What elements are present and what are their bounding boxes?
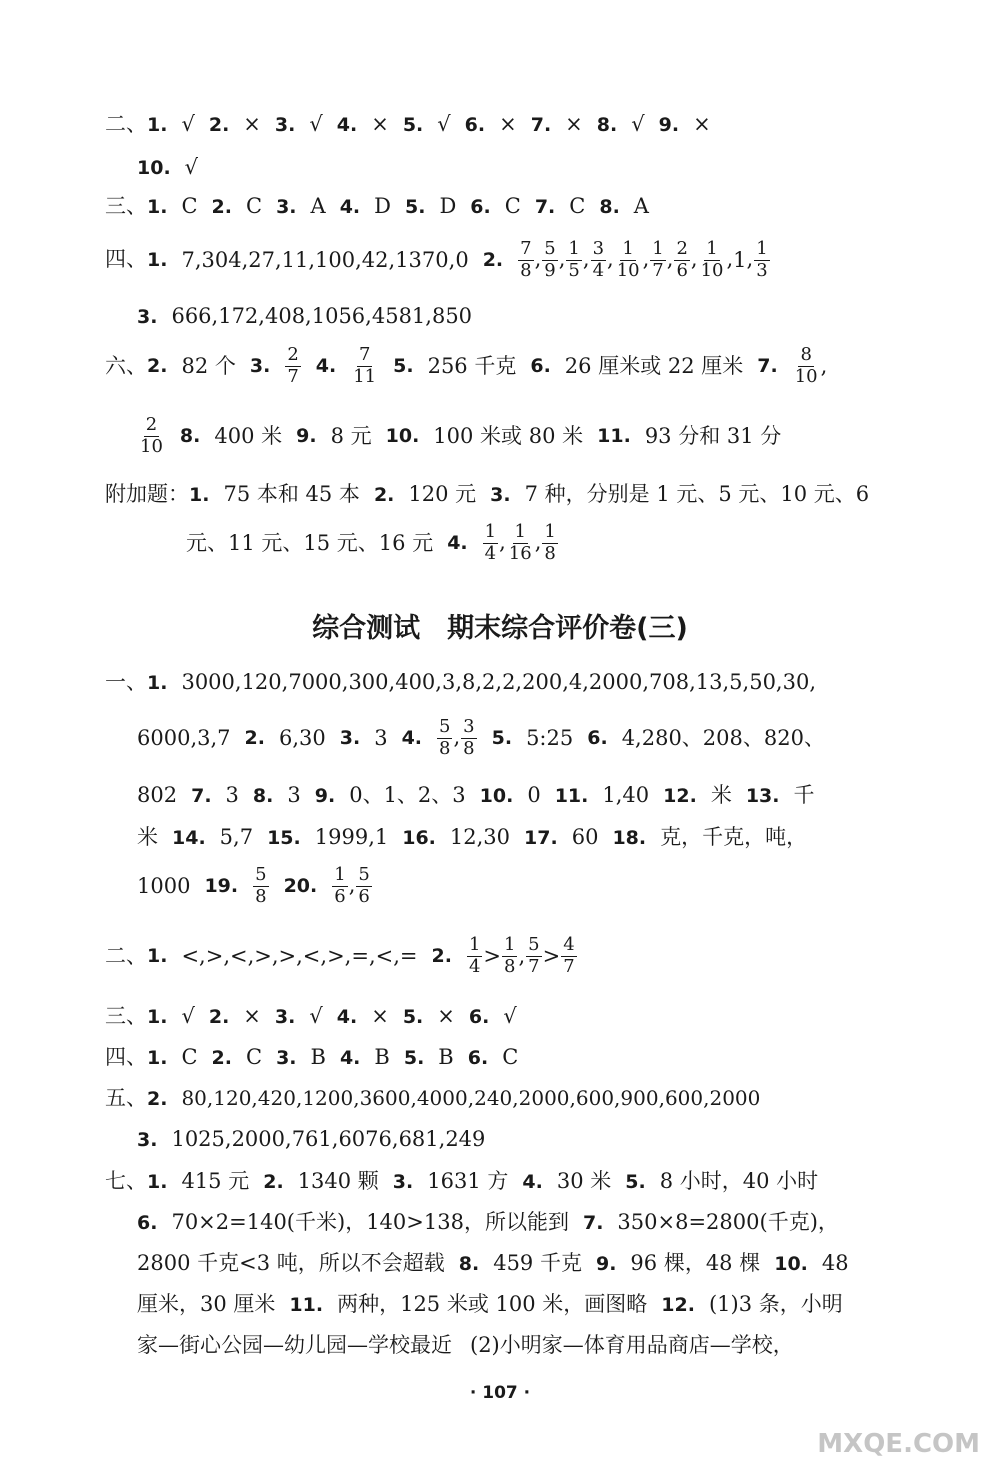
item-num: 8. bbox=[599, 196, 620, 218]
fraction: $\frac{1}{10}$ bbox=[616, 238, 640, 281]
item-num: 19. bbox=[204, 874, 239, 897]
item-num: 8. bbox=[458, 1253, 480, 1275]
item-ans: 80,120,420,1200,3600,4000,240,2000,600,900,600,2000 bbox=[181, 1086, 761, 1110]
fraction: $\frac{1}{10}$ bbox=[700, 238, 724, 281]
item-ans: 48 bbox=[821, 1251, 849, 1275]
item-ans: √ bbox=[184, 155, 199, 179]
item-num: 5. bbox=[403, 1047, 425, 1069]
item-ans: <,>,<,>,>,<,>,=,<,= bbox=[181, 943, 418, 968]
item-ans: 26 厘米或 22 厘米 bbox=[564, 353, 744, 378]
fraction: $\frac{2}{10}$ bbox=[140, 414, 163, 457]
upper-er-row2 bbox=[137, 157, 198, 178]
item-num: 2. bbox=[208, 114, 230, 136]
section-prefix: 四、 bbox=[105, 246, 147, 271]
item-ans: 两种，125 米或 100 米，画图略 bbox=[337, 1292, 648, 1316]
item-ans: √ bbox=[631, 112, 645, 136]
item-num: 3. bbox=[137, 306, 158, 328]
section-title: 综合测试 期末综合评价卷(三) bbox=[312, 613, 688, 644]
item-num: 3. bbox=[490, 484, 511, 506]
item-num: 11. bbox=[289, 1294, 324, 1316]
item-ans: √ bbox=[181, 112, 195, 136]
item-num: 3. bbox=[392, 1171, 414, 1193]
item-num: 3. bbox=[339, 726, 361, 749]
item-ans: 100 米或 80 米 bbox=[433, 423, 584, 448]
page-number-value: 107 bbox=[482, 1383, 518, 1403]
item-num: 1. bbox=[147, 196, 168, 218]
item-ans: 6,30 bbox=[278, 725, 326, 750]
item-num: 4. bbox=[339, 1047, 361, 1069]
item-ans: × bbox=[437, 1004, 455, 1028]
section-prefix: 五、 bbox=[105, 1086, 147, 1110]
item-ans: 3 bbox=[374, 725, 388, 750]
item-ans: B bbox=[438, 1045, 454, 1069]
gt-sign: > bbox=[483, 943, 502, 968]
fraction: $\frac{1}{8}$ bbox=[544, 521, 556, 564]
item-num: 3. bbox=[276, 1047, 297, 1069]
item-ans: √ bbox=[503, 1004, 517, 1028]
item-num: 2. bbox=[244, 726, 265, 749]
fraction: $\frac{3}{8}$ bbox=[463, 716, 475, 759]
upper-liu-row1: 六、2. 82 个 3. $\frac{2}{7}$ 4. $\frac{7}{11}$ 5. 256 千克 6. 26 厘米或 22 厘米 7. $\frac{8}{10}$ , bbox=[105, 344, 828, 387]
section-prefix: 二、 bbox=[105, 112, 147, 136]
item-num: 14. bbox=[172, 827, 206, 849]
item-num: 5. bbox=[491, 726, 513, 749]
fraction: $\frac{1}{3}$ bbox=[756, 238, 768, 281]
item-num: 2. bbox=[211, 1047, 232, 1069]
item-ans: √ bbox=[309, 1004, 323, 1028]
item-num: 11. bbox=[597, 424, 631, 447]
item-num: 5. bbox=[393, 354, 414, 377]
item-num: 6. bbox=[467, 1047, 489, 1069]
fraction: $\frac{2}{7}$ bbox=[287, 344, 299, 387]
item-num: 6. bbox=[468, 1006, 490, 1028]
item-ans: C bbox=[181, 194, 198, 218]
item-ans: 克，千克，吨， bbox=[660, 825, 808, 849]
item-ans: 厘米，30 厘米 bbox=[137, 1292, 276, 1316]
item-num: 6. bbox=[464, 114, 486, 136]
item-num: 2. bbox=[147, 1088, 168, 1110]
item-num: 8. bbox=[252, 785, 274, 807]
item-ans: 8 元 bbox=[330, 423, 372, 448]
item-ans: C bbox=[245, 1045, 263, 1069]
item-ans: 1,40 bbox=[602, 783, 650, 807]
page-number: · 107 · bbox=[469, 1383, 531, 1403]
section-prefix: 七、 bbox=[105, 1169, 147, 1193]
item-ans: 0、1、2、3 bbox=[349, 783, 466, 807]
item-ans: C bbox=[502, 1045, 519, 1069]
item-num: 12. bbox=[663, 785, 697, 807]
upper-fujia-row1 bbox=[105, 484, 869, 505]
item-ans: B bbox=[374, 1045, 390, 1069]
fraction: $\frac{8}{10}$ bbox=[794, 344, 818, 387]
item-ans: 96 棵，48 棵 bbox=[630, 1251, 761, 1275]
upper-fujia-row2: 元、11 元、15 元、16 元 4. $\frac{1}{4}$ , $\frac{1}{16}$ , $\frac{1}{8}$ bbox=[186, 521, 556, 564]
item-ans: √ bbox=[181, 1004, 195, 1028]
lower-qi-row2 bbox=[137, 1212, 839, 1233]
item-num: 1. bbox=[189, 484, 210, 506]
item-num: 10. bbox=[479, 785, 514, 807]
item-num: 3. bbox=[276, 196, 297, 218]
item-ans: C bbox=[569, 194, 586, 218]
item-ans: 120 元 bbox=[408, 482, 477, 506]
item-num: 6. bbox=[587, 726, 608, 749]
item-ans: 米 bbox=[137, 825, 158, 849]
item-num: 1. bbox=[147, 1171, 168, 1193]
item-num: 3. bbox=[274, 114, 296, 136]
item-ans: × bbox=[499, 112, 517, 136]
fraction: $\frac{1}{8}$ bbox=[504, 934, 516, 977]
item-num: 20. bbox=[283, 874, 318, 897]
item-num: 8. bbox=[596, 114, 618, 136]
upper-san-row bbox=[105, 196, 649, 217]
item-num: 4. bbox=[336, 1006, 358, 1028]
fraction: $\frac{3}{4}$ bbox=[592, 238, 605, 281]
upper-si-row2 bbox=[137, 306, 472, 327]
item-ans: B bbox=[310, 1045, 326, 1069]
item-ans: 350×8=2800(千克)， bbox=[617, 1210, 839, 1234]
item-num: 7. bbox=[582, 1212, 604, 1234]
item-num: 6. bbox=[530, 354, 551, 377]
item-ans: C bbox=[181, 1045, 198, 1069]
item-ans: × bbox=[371, 1004, 389, 1028]
item-ans: √ bbox=[437, 112, 451, 136]
item-ans: 12,30 bbox=[449, 825, 511, 849]
section-prefix: 一、 bbox=[105, 670, 147, 694]
item-num: 6. bbox=[137, 1212, 158, 1234]
item-ans: × bbox=[243, 112, 261, 136]
item-num: 1. bbox=[147, 1047, 168, 1069]
item-num: 4. bbox=[522, 1171, 543, 1193]
item-num: 16. bbox=[402, 827, 436, 849]
item-num: 18. bbox=[612, 827, 647, 849]
item-ans: 8 小时，40 小时 bbox=[659, 1169, 819, 1193]
item-num: 5. bbox=[402, 114, 424, 136]
item-num: 10. bbox=[385, 424, 420, 447]
item-ans: 666,172,408,1056,4581,850 bbox=[171, 304, 473, 328]
lower-qi-row5 bbox=[137, 1335, 794, 1356]
item-ans: C bbox=[504, 194, 521, 218]
item-ans: 7 种，分别是 1 元、5 元、10 元、6 bbox=[524, 482, 870, 506]
fraction: $\frac{1}{5}$ bbox=[568, 238, 580, 281]
item-num: 15. bbox=[267, 827, 301, 849]
item-ans: 82 个 bbox=[181, 353, 236, 378]
item-num: 17. bbox=[524, 827, 558, 849]
item-ans: 30 米 bbox=[556, 1169, 612, 1193]
item-ans: 1631 方 bbox=[427, 1169, 509, 1193]
lower-yi-row4 bbox=[137, 827, 807, 848]
lower-yi-row3 bbox=[137, 785, 814, 806]
item-num: 2. bbox=[431, 944, 452, 967]
item-ans: 1 bbox=[733, 247, 747, 272]
item-num: 4. bbox=[315, 354, 337, 377]
item-ans: 93 分和 31 分 bbox=[644, 423, 782, 448]
item-ans: 6000,3,7 bbox=[137, 725, 231, 750]
item-ans: 802 bbox=[137, 783, 178, 807]
item-ans: × bbox=[565, 112, 583, 136]
lower-er-row bbox=[105, 936, 578, 977]
lower-qi-row4 bbox=[137, 1294, 843, 1315]
item-ans: √ bbox=[309, 112, 323, 136]
item-ans: 2800 千克<3 吨，所以不会超载 bbox=[137, 1251, 445, 1275]
item-ans: (2)小明家—体育用品商店—学校， bbox=[470, 1333, 794, 1357]
item-num: 3. bbox=[274, 1006, 296, 1028]
item-ans: 1000 bbox=[137, 873, 191, 898]
item-num: 13. bbox=[745, 785, 780, 807]
fraction: $\frac{5}{8}$ bbox=[255, 864, 267, 907]
item-num: 1. bbox=[147, 248, 168, 271]
item-num: 8. bbox=[179, 424, 201, 447]
item-num: 2. bbox=[147, 354, 168, 377]
item-num: 10. bbox=[774, 1253, 808, 1275]
item-ans: 3000,120,7000,300,400,3,8,2,2,200,4,2000,708,13,5,50,30, bbox=[181, 670, 817, 694]
item-ans: 元、11 元、15 元、16 元 bbox=[186, 530, 434, 555]
item-num: 4. bbox=[447, 531, 468, 554]
upper-si-row1: 四、1. 7,304,27,11,100,42,1370,0 2. $\frac{7}{8}$ , $\frac{5}{9}$ , $\frac{1}{5}$ , $\frac{3}{4}$ , $\frac{1}{10}$ , $\frac{1}{7}$ , $\frac{2}{6}$ , $\frac{1}{10}$ ,1, $\frac{1}{3}$ bbox=[105, 238, 768, 281]
lower-qi-row1 bbox=[105, 1171, 818, 1192]
item-ans: 1999,1 bbox=[314, 825, 389, 849]
item-num: 1. bbox=[147, 672, 168, 694]
item-num: 2. bbox=[373, 484, 395, 506]
fraction: $\frac{2}{6}$ bbox=[676, 238, 688, 281]
item-num: 5. bbox=[625, 1171, 646, 1193]
section-prefix: 六、 bbox=[105, 353, 147, 378]
lower-qi-row3 bbox=[137, 1253, 849, 1274]
gt-sign: > bbox=[542, 943, 561, 968]
item-num: 7. bbox=[534, 196, 556, 218]
item-ans: × bbox=[243, 1004, 261, 1028]
item-ans: 家—街心公园—幼儿园—学校最近 bbox=[137, 1333, 452, 1357]
item-num: 11. bbox=[554, 785, 589, 807]
item-num: 5. bbox=[404, 196, 426, 218]
section-prefix: 附加题： bbox=[105, 482, 189, 506]
item-ans: 256 千克 bbox=[427, 353, 517, 378]
item-num: 2. bbox=[208, 1006, 230, 1028]
item-ans: D bbox=[439, 194, 457, 218]
lower-san-row bbox=[105, 1006, 517, 1027]
item-num: 4. bbox=[339, 196, 361, 218]
item-num: 4. bbox=[336, 114, 358, 136]
item-ans: 415 元 bbox=[181, 1169, 250, 1193]
item-num: 4. bbox=[401, 726, 423, 749]
fraction: $\frac{1}{7}$ bbox=[652, 238, 664, 281]
item-ans: (1)3 条，小明 bbox=[708, 1292, 843, 1316]
lower-yi-row5: 1000 19. $\frac{5}{8}$ 20. $\frac{1}{6}$ , $\frac{5}{6}$ bbox=[137, 864, 370, 907]
fraction: $\frac{5}{9}$ bbox=[544, 238, 556, 281]
item-num: 10. bbox=[137, 157, 171, 179]
fraction: $\frac{7}{8}$ bbox=[520, 238, 532, 281]
item-num: 7. bbox=[530, 114, 552, 136]
watermark: MXQE.COM bbox=[817, 1429, 980, 1459]
item-num: 2. bbox=[482, 248, 504, 271]
item-ans: 60 bbox=[571, 825, 599, 849]
section-prefix: 四、 bbox=[105, 1045, 147, 1069]
fraction: $\frac{1}{4}$ bbox=[484, 521, 497, 564]
item-ans: × bbox=[693, 112, 711, 136]
item-ans: C bbox=[245, 194, 263, 218]
item-ans: 1340 颗 bbox=[297, 1169, 379, 1193]
lower-wu-row1 bbox=[105, 1088, 760, 1109]
lower-si-row bbox=[105, 1047, 518, 1068]
item-ans: 7,304,27,11,100,42,1370,0 bbox=[181, 247, 469, 272]
fraction: $\frac{1}{16}$ bbox=[508, 521, 532, 564]
item-ans: 4,280、208、820、 bbox=[621, 725, 825, 750]
item-num: 6. bbox=[470, 196, 491, 218]
upper-liu-row2 bbox=[137, 416, 781, 457]
fraction: $\frac{7}{11}$ bbox=[353, 344, 377, 387]
fraction: $\frac{5}{8}$ bbox=[439, 716, 451, 759]
item-num: 1. bbox=[147, 944, 168, 967]
item-ans: 5,7 bbox=[219, 825, 254, 849]
item-num: 5. bbox=[402, 1006, 424, 1028]
item-ans: 5:25 bbox=[526, 725, 574, 750]
item-ans: 3 bbox=[287, 783, 301, 807]
lower-yi-row2: 6000,3,7 2. 6,30 3. 3 4. $\frac{5}{8}$ , $\frac{3}{8}$ 5. 5:25 6. 4,280、208、820、 bbox=[137, 716, 825, 759]
item-num: 3. bbox=[137, 1129, 158, 1151]
item-num: 1. bbox=[147, 114, 168, 136]
upper-er-row1 bbox=[105, 114, 711, 135]
item-num: 2. bbox=[263, 1171, 284, 1193]
item-num: 9. bbox=[658, 114, 680, 136]
item-ans: 75 本和 45 本 bbox=[223, 482, 360, 506]
item-ans: 400 米 bbox=[214, 423, 283, 448]
comma: , bbox=[518, 943, 526, 968]
lower-yi-row1 bbox=[105, 672, 816, 693]
fraction: $\frac{5}{6}$ bbox=[358, 864, 370, 907]
item-num: 9. bbox=[314, 785, 336, 807]
item-num: 9. bbox=[595, 1253, 617, 1275]
fraction: $\frac{4}{7}$ bbox=[563, 934, 575, 977]
item-ans: 0 bbox=[527, 783, 541, 807]
item-num: 3. bbox=[249, 354, 271, 377]
item-ans: A bbox=[310, 194, 326, 218]
item-num: 1. bbox=[147, 1006, 168, 1028]
section-prefix: 二、 bbox=[105, 943, 147, 968]
item-ans: 千 bbox=[793, 783, 815, 807]
lower-wu-row2 bbox=[137, 1129, 485, 1150]
item-ans: 1025,2000,761,6076,681,249 bbox=[171, 1127, 486, 1151]
item-num: 7. bbox=[757, 354, 778, 377]
item-ans: 3 bbox=[225, 783, 239, 807]
item-ans: 70×2=140(千米)，140>138，所以能到 bbox=[171, 1210, 569, 1234]
item-ans: × bbox=[371, 112, 389, 136]
item-ans: 米 bbox=[710, 783, 732, 807]
fraction: $\frac{1}{6}$ bbox=[334, 864, 346, 907]
item-ans: D bbox=[374, 194, 391, 218]
item-ans: A bbox=[633, 194, 649, 218]
section-prefix: 三、 bbox=[105, 1004, 147, 1028]
item-num: 7. bbox=[191, 785, 212, 807]
fraction: $\frac{5}{7}$ bbox=[528, 934, 540, 977]
item-num: 9. bbox=[296, 424, 317, 447]
item-num: 12. bbox=[661, 1294, 695, 1316]
section-prefix: 三、 bbox=[105, 194, 147, 218]
item-num: 2. bbox=[211, 196, 232, 218]
item-ans: 459 千克 bbox=[493, 1251, 582, 1275]
fraction: $\frac{1}{4}$ bbox=[468, 934, 481, 977]
